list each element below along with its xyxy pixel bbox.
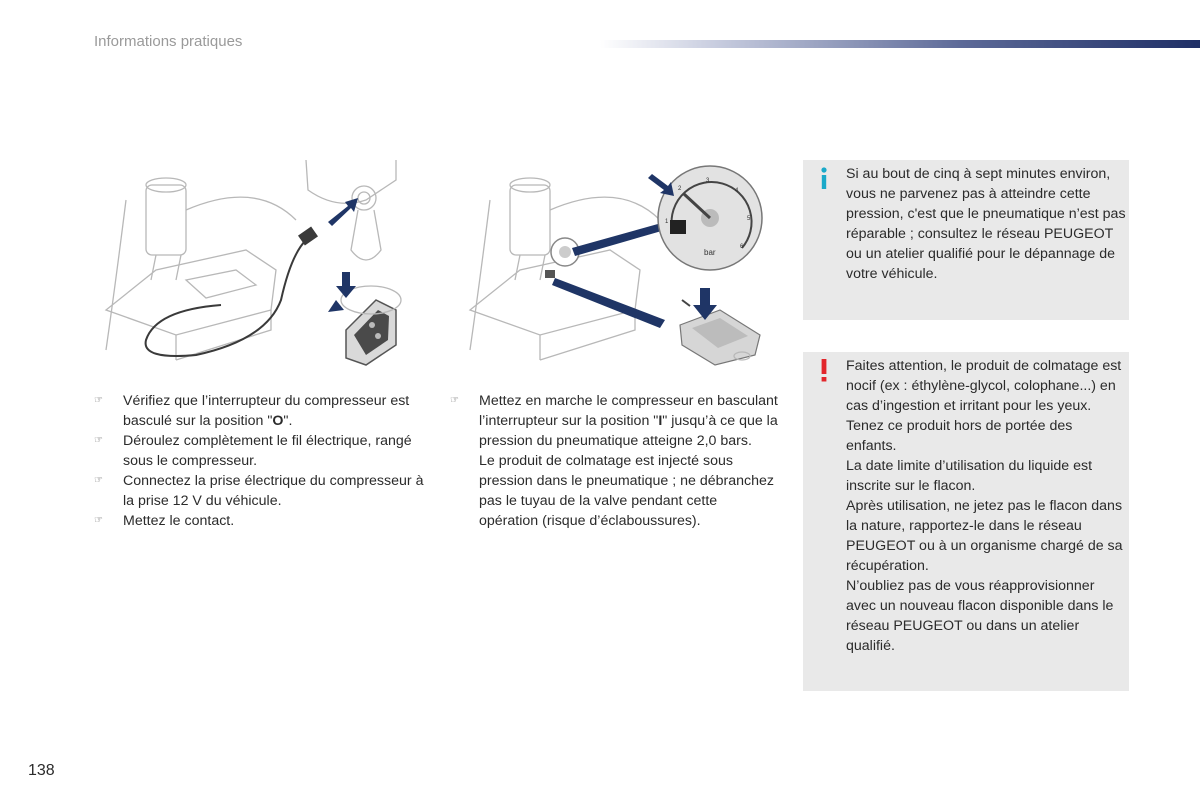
list-item <box>94 511 424 531</box>
list-item <box>94 431 424 471</box>
arrow-down-icon <box>336 272 356 298</box>
list-item <box>450 391 780 451</box>
step-extra-text: Le produit de colmatage est injecté sous pression dans le pneumatique ; ne débranchez pas le tuyau de la valve pendant cette opération (risque d’éclaboussures). <box>479 453 774 529</box>
step-text: Déroulez complètement le fil électrique, rangé sous le compresseur. <box>123 433 412 469</box>
pointing-hand-icon: ☞ <box>94 515 103 526</box>
step-emphasis: O <box>272 413 284 429</box>
header-gradient-bar <box>600 40 1200 48</box>
info-notice <box>803 160 1129 320</box>
list-item <box>94 391 424 431</box>
info-icon <box>817 166 831 190</box>
list-item <box>94 471 424 511</box>
gauge-tick-label: 3 <box>706 178 710 184</box>
step-text: " jusqu’à ce que la pression du pneumatique atteigne 2,0 bars. <box>479 413 778 449</box>
step-emphasis: I <box>658 413 663 429</box>
gauge-tick-label: 5 <box>747 216 751 222</box>
step-text: ". <box>283 413 293 429</box>
compressor-connection-illustration <box>96 160 412 372</box>
warning-paragraph: Faites attention, le produit de colmatage est nocif (ex : éthylène-glycol, colophane...) en cas d’ingestion et irritant pour les yeux. <box>846 358 1122 414</box>
pointing-hand-icon: ☞ <box>94 395 103 406</box>
key-fob-icon <box>346 300 396 365</box>
info-notice-text: Si au bout de cinq à sept minutes environ, vous ne parvenez pas à atteindre cette pression, c'est que le pneumatique n’est pas réparable ; consultez le réseau PEUGEOT ou un atelier qualifié pour le dépannage de votre véhicule. <box>846 166 1126 282</box>
pointing-hand-icon: ☞ <box>94 435 103 446</box>
left-instructions <box>94 391 424 531</box>
pressure-gauge <box>658 166 762 270</box>
gauge-tick-label: 1 <box>665 219 669 225</box>
pointing-hand-icon: ☞ <box>94 475 103 486</box>
step-text: Connectez la prise électrique du compresseur à la prise 12 V du véhicule. <box>123 473 424 509</box>
warning-paragraph: Tenez ce produit hors de portée des enfants. <box>846 418 1073 454</box>
warning-paragraph: N’oubliez pas de vous réapprovisionner avec un nouveau flacon disponible dans le réseau PEUGEOT ou dans un atelier qualifié. <box>846 578 1114 654</box>
middle-instructions <box>450 391 780 531</box>
pointing-hand-icon: ☞ <box>450 395 459 406</box>
section-title: Informations pratiques <box>94 33 243 50</box>
step-text: Vérifiez que l’interrupteur du compresseur est basculé sur la position " <box>123 393 410 429</box>
step-text: Mettez le contact. <box>123 513 235 529</box>
compressor-gauge-illustration <box>460 160 772 372</box>
step-text: Mettez en marche le compresseur en basculant l’interrupteur sur la position " <box>479 393 778 429</box>
gauge-tick-label: 6 <box>740 244 744 250</box>
warning-paragraph: Après utilisation, ne jetez pas le flacon dans la nature, rapportez-le dans le réseau PEUGEOT ou à un organisme chargé de sa récupération. <box>846 498 1123 574</box>
gauge-tick-label: 2 <box>678 186 682 192</box>
warning-icon <box>817 358 831 382</box>
arrow-to-gauge-icon <box>648 174 674 196</box>
warning-notice <box>803 352 1129 691</box>
warning-paragraph: La date limite d’utilisation du liquide est inscrite sur le flacon. <box>846 458 1093 494</box>
page-number: 138 <box>28 762 55 779</box>
gauge-tick-label: 4 <box>735 188 739 194</box>
gauge-unit-label: bar <box>704 248 716 257</box>
